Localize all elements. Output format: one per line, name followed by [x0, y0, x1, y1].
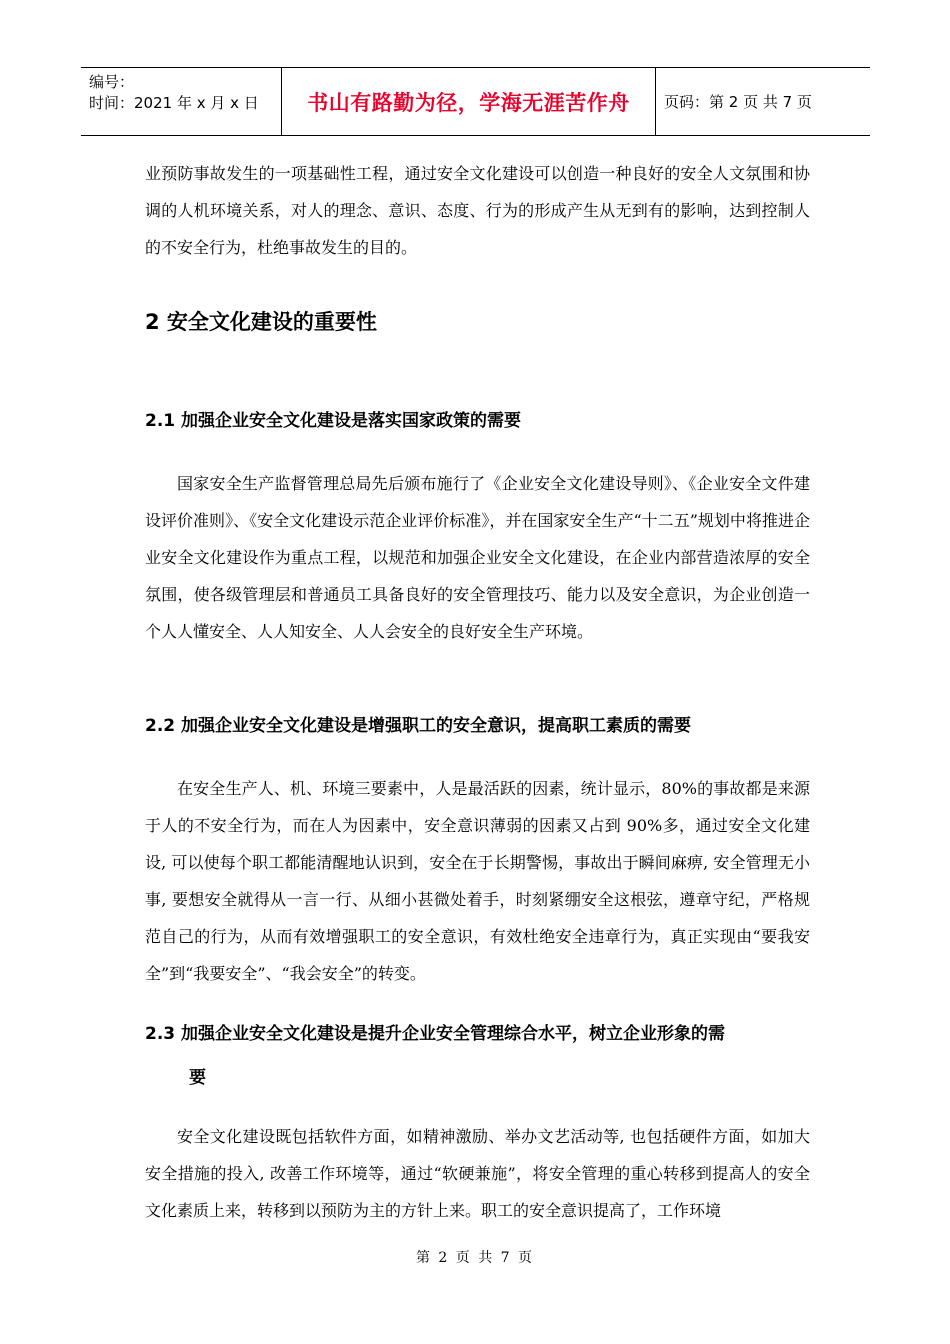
intro-block	[145, 155, 810, 266]
document-header	[81, 67, 870, 136]
section-2-3-heading	[145, 1012, 810, 1100]
header-page-info: 页码：第 2 页 共 7 页	[664, 93, 812, 111]
section-2-1-paragraph: 国家安全生产监督管理总局先后颁布施行了《企业安全文化建设导则》、《企业安全文件建设评价准则》、《安全文化建设示范企业评价标准》，并在国家安全生产“十二五”规划中将推进企业安全文化建设作为重点工程，以规范和加强企业安全文化建设，在企业内部营造浓厚的安全氛围，使各级管理层和普通员工具备良好的安全管理技巧、能力以及安全意识，为企业创造一个人人懂安全、人人知安全、人人会安全的良好安全生产环境。	[145, 474, 810, 641]
section-2-heading: 2 安全文化建设的重要性	[145, 310, 377, 334]
section-2-3-heading-line1: 2.3 加强企业安全文化建设是提升企业安全管理综合水平，树立企业形象的需	[145, 1024, 726, 1044]
section-2-3-paragraph: 安全文化建设既包括软件方面，如精神激励、举办文艺活动等, 也包括硬件方面，如加大安全措施的投入, 改善工作环境等，通过“软硬兼施”，将安全管理的重心转移到提高人的安全文化素质上来，转移到以预防为主的方针上来。职工的安全意识提高了，工作环境	[145, 1127, 810, 1220]
section-2-2-paragraph: 在安全生产人、机、环境三要素中，人是最活跃的因素，统计显示，80%的事故都是来源于人的不安全行为，而在人为因素中，安全意识薄弱的因素又占到 90%多，通过安全文化建设, 可以使每个职工都能清醒地认识到，安全在于长期警惕，事故出于瞬间麻痹, 安全管理无小事, 要想安全就得从一言一行、从细小甚微处着手，时刻紧绷安全这根弦，遵章守纪，严格规范自己的行为，从而有效增强职工的安全意识，有效杜绝安全违章行为，真正实现由“要我安全”到“我要安全”、“我会安全”的转变。	[145, 779, 810, 983]
section-2-2-block	[145, 770, 810, 992]
document-number-label: 编号：	[89, 73, 135, 91]
section-2-3-block	[145, 1118, 810, 1229]
document-date-label: 时间：2021 年 x 月 x 日	[89, 94, 259, 112]
section-2-1-block	[145, 465, 810, 650]
section-2-1-heading: 2.1 加强企业安全文化建设是落实国家政策的需要	[145, 411, 522, 431]
page-footer: 第 2 页 共 7 页	[415, 1250, 535, 1266]
header-meta-cell	[81, 68, 282, 135]
section-2-2-heading: 2.2 加强企业安全文化建设是增强职工的安全意识，提高职工素质的需要	[145, 716, 692, 736]
section-2-3-heading-line2: 要	[189, 1068, 206, 1088]
intro-paragraph: 业预防事故发生的一项基础性工程，通过安全文化建设可以创造一种良好的安全人文氛围和协调的人机环境关系，对人的理念、意识、态度、行为的形成产生从无到有的影响，达到控制人的不安全行为，杜绝事故发生的目的。	[145, 164, 810, 257]
header-motto: 书山有路勤为径，学海无涯苦作舟	[282, 68, 656, 135]
